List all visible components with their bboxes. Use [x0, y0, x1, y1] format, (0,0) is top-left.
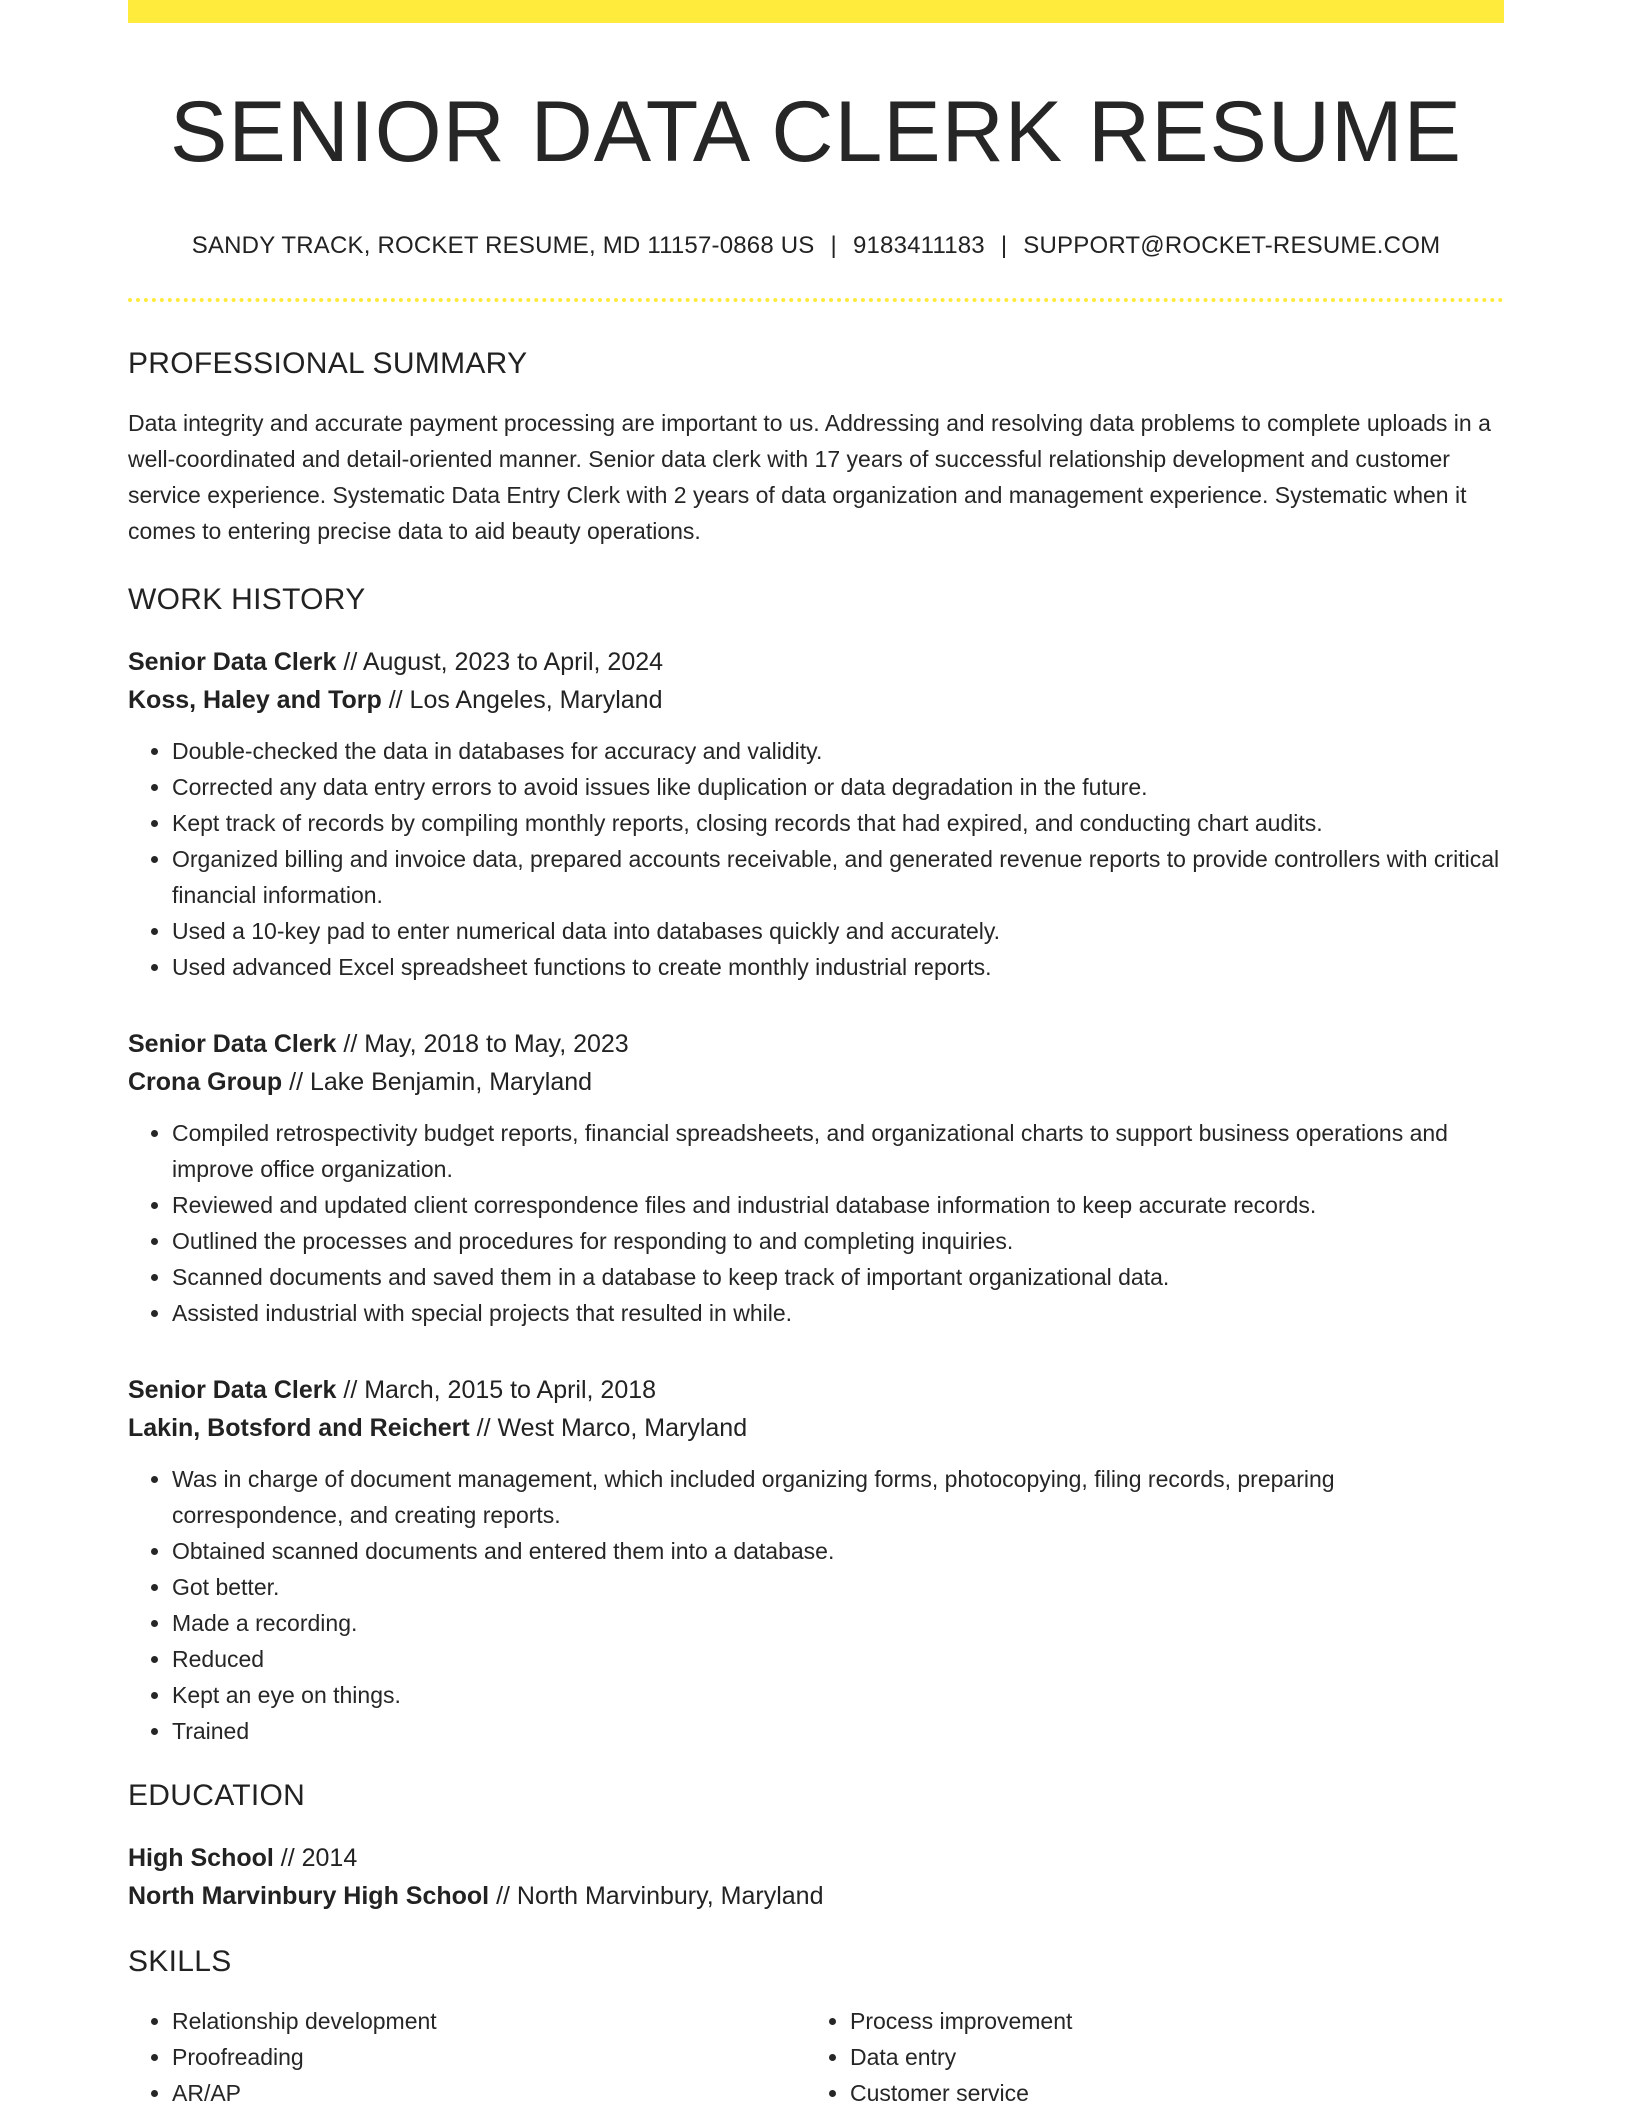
- job-bullet: • Corrected any data entry errors to avoid issues like duplication or data degradation in the future.: [172, 769, 1504, 805]
- job-dates: // May, 2018 to May, 2023: [336, 1029, 629, 1058]
- job-bullets: [128, 1461, 1504, 1749]
- job-bullet: • Made a recording.: [172, 1605, 1504, 1641]
- skill-item: • Relationship development: [172, 2003, 806, 2039]
- job-bullet: • Outlined the processes and procedures for responding to and completing inquiries.: [172, 1223, 1504, 1259]
- job-bullet: • Used a 10-key pad to enter numerical data into databases quickly and accurately.: [172, 913, 1504, 949]
- job-entry: [128, 643, 1504, 985]
- job-entry: [128, 1025, 1504, 1331]
- skills-column-left: [128, 2003, 806, 2111]
- job-title-line: [128, 643, 1504, 681]
- job-dates: // March, 2015 to April, 2018: [336, 1375, 657, 1404]
- education-school-line: [128, 1877, 1504, 1915]
- job-bullets: [128, 733, 1504, 985]
- education-degree-line: [128, 1839, 1504, 1877]
- top-accent-bar: [128, 0, 1504, 23]
- job-bullet: • Reduced: [172, 1641, 1504, 1677]
- job-title: Senior Data Clerk: [128, 647, 337, 676]
- resume-page: [128, 0, 1504, 2111]
- education-degree: High School: [128, 1843, 274, 1872]
- contact-line: [128, 232, 1504, 260]
- job-bullet: • Double-checked the data in databases for accuracy and validity.: [172, 733, 1504, 769]
- skill-item: • Process improvement: [850, 2003, 1484, 2039]
- skill-item: • Proofreading: [172, 2039, 806, 2075]
- job-bullets: [128, 1115, 1504, 1331]
- skills-heading: SKILLS: [128, 1944, 232, 1978]
- job-company: Crona Group: [128, 1067, 283, 1096]
- education-entry: [128, 1839, 1504, 1915]
- job-bullet: • Used advanced Excel spreadsheet functions to create monthly industrial reports.: [172, 949, 1504, 985]
- skills-list: [128, 2003, 806, 2111]
- education-year: // 2014: [273, 1843, 358, 1872]
- job-title: Senior Data Clerk: [128, 1029, 337, 1058]
- education-location: // North Marvinbury, Maryland: [489, 1881, 824, 1910]
- work-history-heading: WORK HISTORY: [128, 582, 366, 616]
- job-company-line: [128, 1409, 1504, 1447]
- contact-email: SUPPORT@ROCKET-RESUME.COM: [1023, 231, 1441, 259]
- job-dates: // August, 2023 to April, 2024: [336, 647, 664, 676]
- summary-text: Data integrity and accurate payment processing are important to us. Addressing and resolving data problems to complete uploads in a well-coordinated and detail-oriented manner. Senior data clerk with 17 years of successful relationship development and customer service experience. Systematic Data Entry Clerk with 2 years of data organization and management experience. Systematic when it comes to entering precise data to aid beauty operations.: [128, 409, 1491, 544]
- job-bullet: • Scanned documents and saved them in a database to keep track of important organizational data.: [172, 1259, 1504, 1295]
- job-company: Lakin, Botsford and Reichert: [128, 1413, 470, 1442]
- job-location: // Lake Benjamin, Maryland: [282, 1067, 593, 1096]
- job-title: Senior Data Clerk: [128, 1375, 337, 1404]
- job-bullet: • Got better.: [172, 1569, 1504, 1605]
- skill-item: • AR/AP: [172, 2075, 806, 2111]
- skill-item: • Customer service: [850, 2075, 1484, 2111]
- job-bullet: • Was in charge of document management, which included organizing forms, photocopying, filing records, preparing correspondence, and creating reports.: [172, 1461, 1504, 1533]
- education-heading: EDUCATION: [128, 1778, 306, 1812]
- job-bullet: • Assisted industrial with special projects that resulted in while.: [172, 1295, 1504, 1331]
- job-company-line: [128, 681, 1504, 719]
- contact-phone: 9183411183: [852, 231, 985, 259]
- contact-separator: |: [830, 231, 837, 259]
- job-company-line: [128, 1063, 1504, 1101]
- skill-item: • Data entry: [850, 2039, 1484, 2075]
- dotted-divider: [128, 298, 1504, 302]
- job-company: Koss, Haley and Torp: [128, 685, 382, 714]
- job-bullet: • Obtained scanned documents and entered them into a database.: [172, 1533, 1504, 1569]
- summary-heading: PROFESSIONAL SUMMARY: [128, 346, 528, 380]
- education-school: North Marvinbury High School: [128, 1881, 490, 1910]
- job-bullet: • Trained: [172, 1713, 1504, 1749]
- skills-column-right: [806, 2003, 1484, 2111]
- job-title-line: [128, 1025, 1504, 1063]
- contact-separator: |: [1000, 231, 1008, 259]
- skills-grid: [128, 2003, 1504, 2111]
- job-entry: [128, 1371, 1504, 1749]
- job-location: // West Marco, Maryland: [469, 1413, 748, 1442]
- resume-title: SENIOR DATA CLERK RESUME: [170, 84, 1462, 180]
- job-bullet: • Kept an eye on things.: [172, 1677, 1504, 1713]
- skills-list: [806, 2003, 1484, 2111]
- job-location: // Los Angeles, Maryland: [381, 685, 663, 714]
- job-bullet: • Kept track of records by compiling monthly reports, closing records that had expired, and conducting chart audits.: [172, 805, 1504, 841]
- job-bullet: • Organized billing and invoice data, prepared accounts receivable, and generated revenue reports to provide controllers with critical financial information.: [172, 841, 1504, 913]
- job-bullet: • Reviewed and updated client correspondence files and industrial database information to keep accurate records.: [172, 1187, 1504, 1223]
- job-bullet: • Compiled retrospectivity budget reports, financial spreadsheets, and organizational charts to support business operations and improve office organization.: [172, 1115, 1504, 1187]
- contact-address: SANDY TRACK, ROCKET RESUME, MD 11157-0868 US: [191, 231, 815, 259]
- job-title-line: [128, 1371, 1504, 1409]
